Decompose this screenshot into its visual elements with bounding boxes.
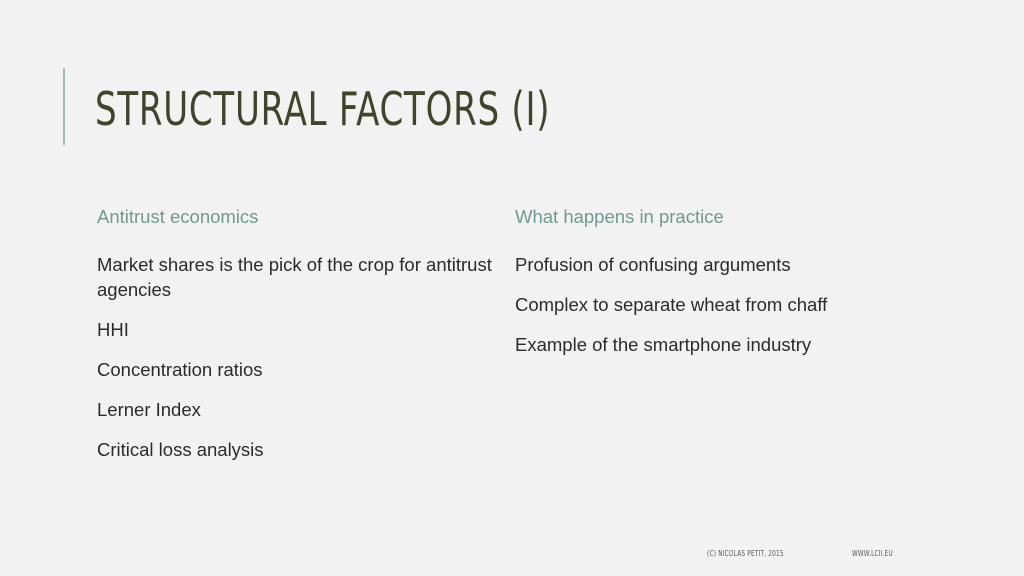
footer-copyright: (C) NICOLAS PETIT, 2015 xyxy=(707,549,784,558)
left-column-list xyxy=(97,252,492,462)
right-column-list xyxy=(515,252,915,357)
list-item: Market shares is the pick of the crop for antitrust agencies xyxy=(97,254,492,300)
list-item: Profusion of confusing arguments xyxy=(515,254,791,275)
list-item: Concentration ratios xyxy=(97,359,263,380)
list-item: Example of the smartphone industry xyxy=(515,334,812,355)
list-item: Lerner Index xyxy=(97,399,201,420)
left-column-heading: Antitrust economics xyxy=(97,206,259,227)
title-accent-line xyxy=(63,68,65,145)
right-column-heading: What happens in practice xyxy=(515,206,724,227)
list-item: Critical loss analysis xyxy=(97,439,264,460)
left-column xyxy=(97,204,492,477)
slide-title: STRUCTURAL FACTORS (I) xyxy=(95,82,551,136)
list-item: Complex to separate wheat from chaff xyxy=(515,294,828,315)
footer-url: WWW.LCII.EU xyxy=(852,549,893,558)
right-column xyxy=(515,204,915,372)
list-item: HHI xyxy=(97,319,129,340)
